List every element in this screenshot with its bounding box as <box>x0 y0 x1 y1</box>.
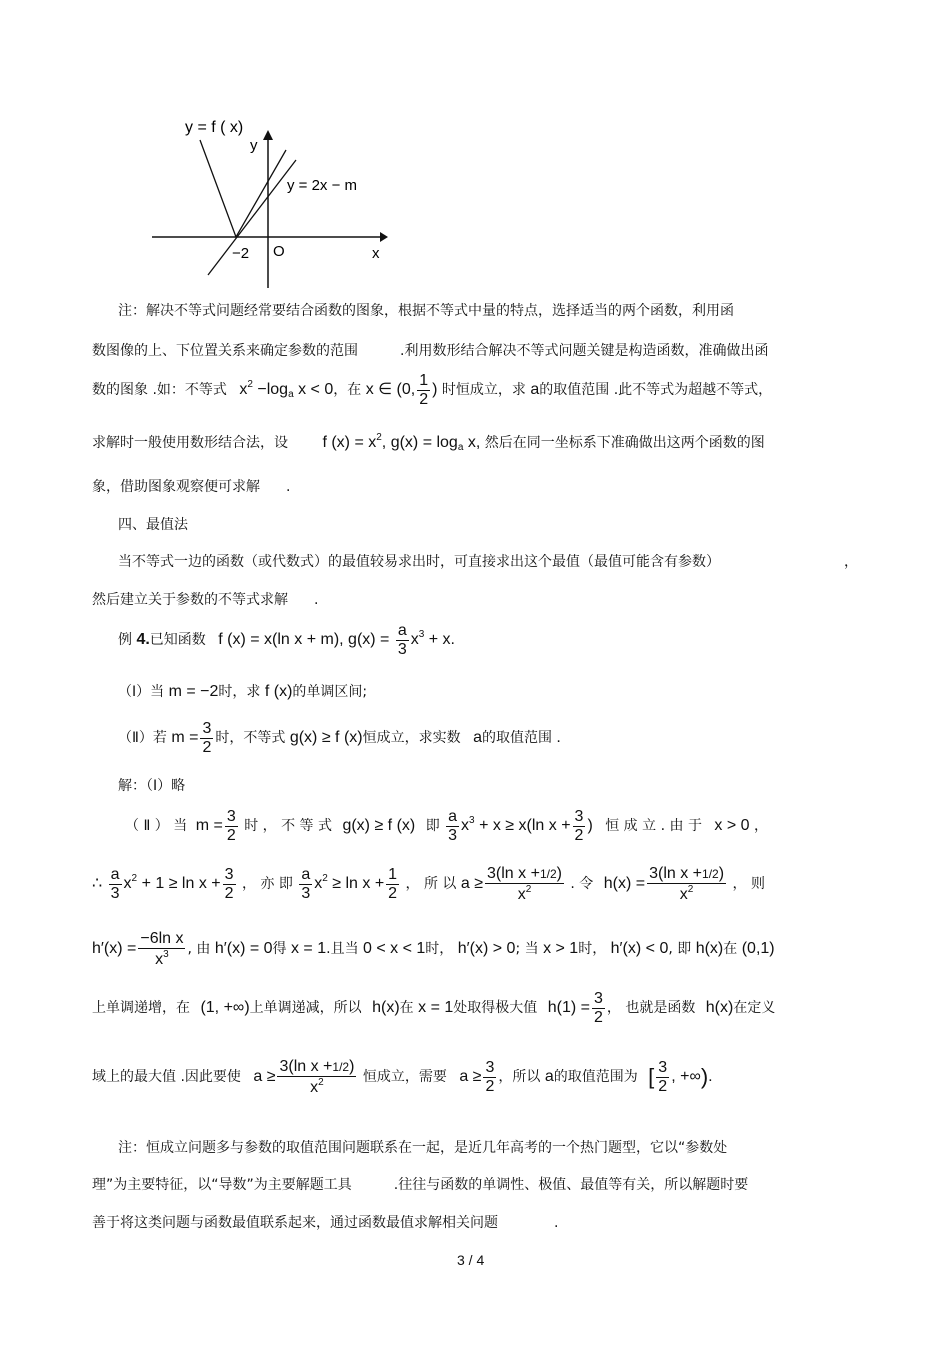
sec4-p2b: . <box>314 592 319 608</box>
sol-l2k: 恒 成 立 <box>605 818 657 835</box>
sol3-frac-1-2: $\frac{1}{2}$ <box>388 866 398 902</box>
sol4-by: , 由 <box>187 941 211 958</box>
ex4-label: 例 <box>118 632 132 649</box>
sol-l2a: （ Ⅱ ） 当 <box>125 818 188 835</box>
sol3-a-ge: a ≥ <box>460 875 484 893</box>
sol3-expr1: $x^2 + 1 \ge \ln x$ + <box>123 873 221 893</box>
sol3-also: ， 亦 即 <box>241 876 293 893</box>
sol4-pos: h′(x) > 0 <box>457 940 516 958</box>
sol3-big-frac: $\frac{\text{3(ln x +1/2)}}{x^2}$ <box>487 865 562 903</box>
section4-p2 <box>92 589 318 609</box>
sol3-then: ， 则 <box>732 876 765 893</box>
sol3-frac-a3b: $\frac{a}{3}$ <box>301 866 311 902</box>
sol-l2m: x > 0 <box>714 817 750 835</box>
sol4-frac: $\frac{\text{−6ln x}}{x^3}$ <box>140 930 184 968</box>
sol6-close: ) <box>700 1064 709 1090</box>
frac-a3: $\frac{a}{3}$ <box>397 622 407 658</box>
note2-line2 <box>92 1174 748 1194</box>
sol-l2d: g(x) ≥ f (x) <box>342 817 416 835</box>
sol4-when2: 时， <box>578 941 607 958</box>
note2-l2b: .往往与函数的单调性、极值、最值等有关，所以解题时要 <box>393 1177 749 1193</box>
sol4-on: 在 <box>723 941 738 958</box>
sol4-and: .且当 <box>326 941 359 958</box>
sol6-interval-frac: $\frac{3}{2}$ <box>658 1059 668 1095</box>
note1-line4 <box>92 432 765 453</box>
sol3-hx: h(x) = <box>603 875 646 893</box>
sol4-x1: x = 1 <box>290 940 327 958</box>
question1 <box>118 681 367 701</box>
sol5-frac: $\frac{3}{2}$ <box>593 990 603 1026</box>
solution-line4 <box>92 930 775 968</box>
note1-line5 <box>92 476 290 496</box>
solution-line6 <box>92 1058 713 1096</box>
note1-l3a: 数的图象 <box>92 382 148 399</box>
note1-line2 <box>92 340 768 360</box>
sol6-a: a <box>544 1068 554 1086</box>
sol5-hx: h(x) <box>372 999 400 1017</box>
question2 <box>118 720 561 756</box>
q2d: g(x) ≥ f (x) <box>289 729 363 747</box>
abs-function-line <box>200 140 286 237</box>
note1-l4a: 求解时一般使用数形结合法，设 <box>92 435 288 451</box>
section4-p1 <box>118 551 720 571</box>
q1e: 的单调区间; <box>292 684 368 700</box>
sol4-range2: x > 1 <box>543 940 579 958</box>
math-ineq: x < 0 <box>298 381 334 399</box>
sol3-frac-3-2: $\frac{3}{2}$ <box>224 866 234 902</box>
sol-l2e: 即 <box>425 818 440 835</box>
sol6-a-ge: a ≥ <box>253 1068 276 1086</box>
sol4-interval: (0,1) <box>741 940 775 958</box>
sol-l2-expr: $x^3 + x \ge x(\ln$ x + <box>461 815 571 835</box>
q2a: （Ⅱ）若 <box>118 730 167 747</box>
sec4-p2a: 然后建立关于参数的不等式求解 <box>92 592 288 608</box>
ex4-num: 4. <box>136 631 150 649</box>
sol4-when-sep: ; 当 <box>515 941 539 958</box>
x-axis-arrow <box>380 232 388 242</box>
note1-l5b: . <box>286 479 291 495</box>
sol5-x1: x = 1 <box>418 999 454 1017</box>
sec4-p1a: 当不等式一边的函数（或代数式）的最值较易求出时，可直接求出这个最值（最值可能含有参数） <box>118 554 720 570</box>
solution-line5 <box>92 990 775 1026</box>
label-x: x <box>372 245 380 262</box>
sol5-h1: h(1) = <box>547 999 590 1017</box>
note2-l3b: . <box>554 1215 559 1231</box>
sol-frac-3-2b: $\frac{3}{2}$ <box>574 808 584 844</box>
label-neg2: −2 <box>232 245 250 262</box>
sol3-so: ， 所 以 <box>405 876 457 893</box>
sol5-interval: (1, +∞) <box>200 999 250 1017</box>
sol5-max: 处取得极大值 <box>453 1000 538 1017</box>
example4-line <box>118 622 455 658</box>
page-number: 3 / 4 <box>457 1252 485 1268</box>
sol6-range-is: 的取值范围为 <box>553 1069 638 1086</box>
sol6-holds: 恒成立，需要 <box>362 1069 447 1086</box>
sol5-that-is: ， 也就是函数 <box>606 1000 696 1017</box>
label-origin: O <box>273 243 285 260</box>
sol6-a-ge2: a ≥ <box>459 1068 482 1086</box>
function-graph <box>140 110 400 300</box>
sol-l2l: . 由 于 <box>660 818 702 835</box>
close-paren: ) <box>432 381 438 399</box>
sol4-range1: 0 < x < 1 <box>363 940 426 958</box>
note1-line3 <box>92 372 772 408</box>
label-y: y <box>250 137 258 154</box>
note1-l5a: 象，借助图象观察便可求解 <box>92 479 260 495</box>
note1-l3b: .如：不等式 <box>152 382 227 399</box>
fraction-half: $\frac{1}{2}$ <box>419 372 429 408</box>
sol-l2b: m = <box>195 817 223 835</box>
q2e: 恒成立，求实数 <box>362 730 461 747</box>
q2g: 的取值范围 <box>481 730 552 747</box>
sol5-def: 在定义 <box>733 1000 776 1017</box>
sol5-inc: 上单调递增，在 <box>92 1000 190 1017</box>
sol5-dec: 上单调递减，所以 <box>249 1000 362 1017</box>
section4-p1-comma: ， <box>844 554 858 570</box>
sol4-when1: 时， <box>425 941 454 958</box>
math-log: $-\log_a$ <box>257 381 294 401</box>
q2h: . <box>556 729 561 747</box>
label-fx: y = f ( x) <box>185 119 244 136</box>
solution-line1: 解：（Ⅰ）略 <box>118 778 186 794</box>
note2-line3 <box>92 1212 558 1232</box>
q2f: a <box>473 729 482 747</box>
sol6-frac: $\frac{3}{2}$ <box>485 1059 495 1095</box>
label-line: y = 2x − m <box>287 177 358 194</box>
sol4-ie: , 即 <box>668 941 692 958</box>
sol6-period: . <box>708 1068 713 1086</box>
sol6-thus: ，所以 <box>498 1069 541 1086</box>
y-axis-arrow <box>263 130 273 140</box>
note2-l2a: 理”为主要特征，以“导数”为主要解题工具 <box>92 1177 352 1193</box>
solution-line3 <box>92 865 765 903</box>
note1-l3f: ，在 <box>333 382 362 399</box>
ex4-intro: 已知函数 <box>149 632 206 649</box>
note1-l3j: 时恒成立，求 <box>441 382 526 399</box>
sol-l2n: ， <box>754 818 768 835</box>
note2-l3a: 善于将这类问题与函数最值联系起来，通过函数最值求解相关问题 <box>92 1215 498 1231</box>
sol-frac-3-2: $\frac{3}{2}$ <box>226 808 236 844</box>
q1c: 时，求 <box>218 684 261 700</box>
var-a: a <box>530 381 540 399</box>
q2c: 时，不等式 <box>215 730 286 747</box>
note1-l3l: 的取值范围 <box>539 382 610 399</box>
note1-l4e: 然后在同一坐标系下准确做出这两个函数的图 <box>484 435 765 451</box>
sol6-interval: [ <box>648 1064 655 1090</box>
sol4-eq: h′(x) = 0 <box>214 940 273 958</box>
sol6-so: .因此要使 <box>180 1069 241 1086</box>
sol-l2j: ) <box>587 817 593 835</box>
note1-l2a: 数图像的上、下位置关系来确定参数的范围 <box>92 343 358 359</box>
sol-frac-a3: $\frac{a}{3}$ <box>448 808 458 844</box>
sol5-on: 在 <box>399 1000 414 1017</box>
sol4-neg: h′(x) < 0 <box>610 940 669 958</box>
sol3-expr2: $x^2 \ge \ln x$ + <box>314 873 385 893</box>
sol-l2c: 时 ， 不 等 式 <box>244 818 332 835</box>
q2b: m = <box>171 729 199 747</box>
sol3-let: . 令 <box>570 876 594 893</box>
sol6-big-frac: $\frac{\text{3(ln x +1/2)}}{x^2}$ <box>279 1058 355 1096</box>
note1-line1: 注：解决不等式问题经常要结合函数的图象，根据不等式中量的特点，选择适当的两个函数，利用函 <box>118 303 734 319</box>
sol3-big-frac2: $\frac{\text{3(ln x +1/2)}}{x^2}$ <box>649 865 725 903</box>
math-x2: $x^2$ <box>239 379 253 399</box>
sol5-hx2: h(x) <box>705 999 734 1017</box>
q1d: f (x) <box>264 683 293 700</box>
solution-line2 <box>125 808 768 844</box>
sol6-inf: , +∞ <box>671 1068 701 1086</box>
sol4-hprime: h′(x) = <box>92 940 137 958</box>
ex4-gx-tail: $x^3 + x$. <box>410 629 455 649</box>
math-domain: x ∈ (0, <box>365 381 416 399</box>
ex4-fx: f (x) = x(ln x + m), g(x) = <box>218 631 390 649</box>
note1-l3m: .此不等式为超越不等式， <box>613 382 773 399</box>
section4-title: 四、最值法 <box>118 517 188 533</box>
math-fx-def: f $(x) = x^2$, $g(x) = \log_a x$, <box>322 432 481 453</box>
therefore: ∴ <box>92 875 103 893</box>
q1b: m = −2 <box>168 683 219 700</box>
sol6-max: 域上的最大值 <box>92 1069 176 1086</box>
sol4-hx: h(x) <box>695 940 724 958</box>
sol4-get: 得 <box>272 941 287 958</box>
frac-3-2: $\frac{3}{2}$ <box>202 720 212 756</box>
q1a: （Ⅰ）当 <box>118 684 165 700</box>
note2-line1: 注：恒成立问题多与参数的取值范围问题联系在一起，是近几年高考的一个热门题型，它以“参数处 <box>118 1140 728 1156</box>
sol3-frac-a3: $\frac{a}{3}$ <box>110 866 120 902</box>
note1-l2b: .利用数形结合解决不等式问题关键是构造函数，准确做出函 <box>400 343 769 359</box>
